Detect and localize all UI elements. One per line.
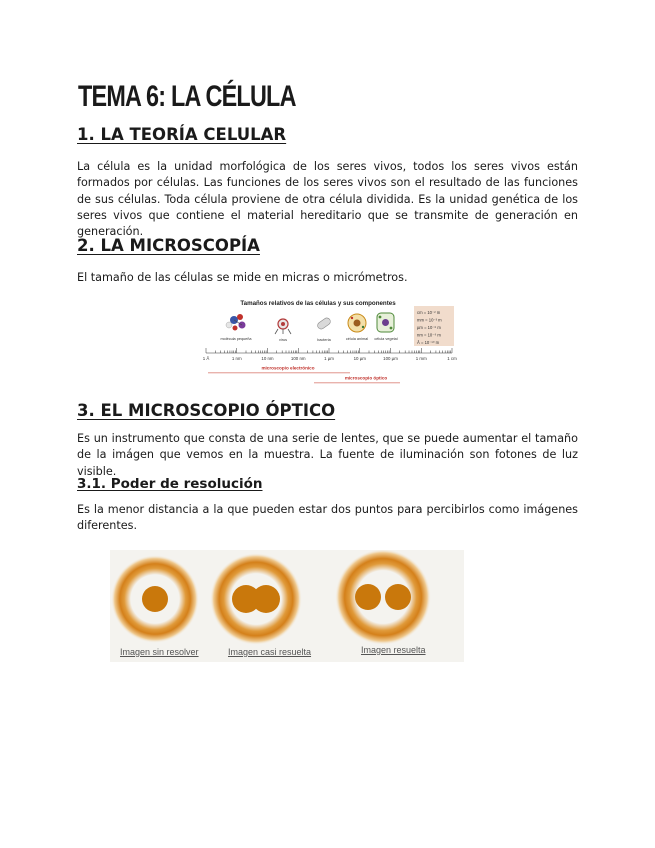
item-label-bacteria: bacteria xyxy=(317,338,331,342)
electron-microscope-label: microscopio electrónico xyxy=(261,365,315,371)
molecule-icon xyxy=(226,314,246,331)
unresolved-spot-image xyxy=(111,555,199,643)
scale-tick-label: 1 µm xyxy=(324,356,334,361)
plant-cell-icon xyxy=(377,313,394,332)
unit-mm: mm = 10⁻³ m xyxy=(417,317,442,323)
scale-tick-label: 100 nm xyxy=(290,356,306,361)
paragraph-microscopio-optico: Es un instrumento que consta de una serie de lentes, que se puede aumentar el tamaño de la imágen que vemos en la muestra. La fuente de iluminación son fotones de luz visible. xyxy=(77,432,578,478)
optical-microscope-label: microscopio óptico xyxy=(344,375,388,381)
caption-casi-resuelta: Imagen casi resuelta xyxy=(228,647,312,657)
animal-cell-icon xyxy=(348,314,366,332)
caption-resuelta: Imagen resuelta xyxy=(361,645,426,655)
almost-resolved-spot-image xyxy=(210,553,302,645)
bacteria-icon xyxy=(316,317,331,331)
resolved-spot-image xyxy=(335,550,431,645)
page-title: TEMA 6: LA CÉLULA xyxy=(78,80,296,113)
item-label-molecula: molécula pequeña xyxy=(220,337,252,341)
item-label-virus: virus xyxy=(278,338,288,342)
electron-microscope-range xyxy=(208,372,350,373)
cell-size-scale-figure xyxy=(198,296,460,386)
item-label-celula-animal: célula animal xyxy=(345,337,369,341)
scale-tick-labels xyxy=(203,356,457,361)
scale-tick-label: 1 Å xyxy=(202,356,210,361)
figure-title: Tamaños relativos de las células y sus componentes xyxy=(240,300,396,307)
optical-microscope-range xyxy=(314,382,400,383)
subsection-heading-poder-resolucion: 3.1. Poder de resolución xyxy=(77,476,263,492)
paragraph-microscopia: El tamaño de las células se mide en micras o micrómetros. xyxy=(77,271,408,284)
scale-tick-label: 100 µm xyxy=(383,356,398,361)
scale-tick-label: 10 µm xyxy=(353,356,366,361)
units-box xyxy=(414,306,454,346)
section-heading-microscopio-optico: 3. EL MICROSCOPIO ÓPTICO xyxy=(77,401,336,420)
unit-nm: nm = 10⁻⁹ m xyxy=(417,332,441,338)
section-heading-microscopia: 2. LA MICROSCOPÍA xyxy=(77,236,260,255)
scale-tick-label: 10 nm xyxy=(261,356,274,361)
section-heading-teoria-celular: 1. LA TEORÍA CELULAR xyxy=(77,125,287,144)
scale-tick-label: 1 nm xyxy=(231,356,242,361)
paragraph-poder-resolucion: Es la menor distancia a la que pueden estar dos puntos para percibirlos como imágenes diferentes. xyxy=(77,503,578,533)
virus-icon xyxy=(275,319,291,334)
unit-angstrom: Å = 10⁻¹⁰ m xyxy=(417,340,440,345)
paragraph-teoria-celular: La célula es la unidad morfológica de los seres vivos, todos los seres vivos están formados por células. Las funciones de los seres vivos son el resultado de las funciones de sus células. Toda célula proviene de otra célula dividida. Es la unidad genética de los seres vivos que contiene el material hereditario que se transmite de generación en generación. xyxy=(77,160,578,239)
scale-tick-label: 1 cm xyxy=(447,356,457,361)
caption-sin-resolver: Imagen sin resolver xyxy=(120,647,199,657)
unit-um: µm = 10⁻⁶ m xyxy=(417,325,441,330)
unit-cm: cm = 10⁻² m xyxy=(417,310,441,315)
log-scale-axis xyxy=(206,348,452,353)
resolution-figure xyxy=(110,550,464,662)
item-label-celula-vegetal: célula vegetal xyxy=(374,337,398,341)
scale-tick-label: 1 mm xyxy=(415,356,427,361)
